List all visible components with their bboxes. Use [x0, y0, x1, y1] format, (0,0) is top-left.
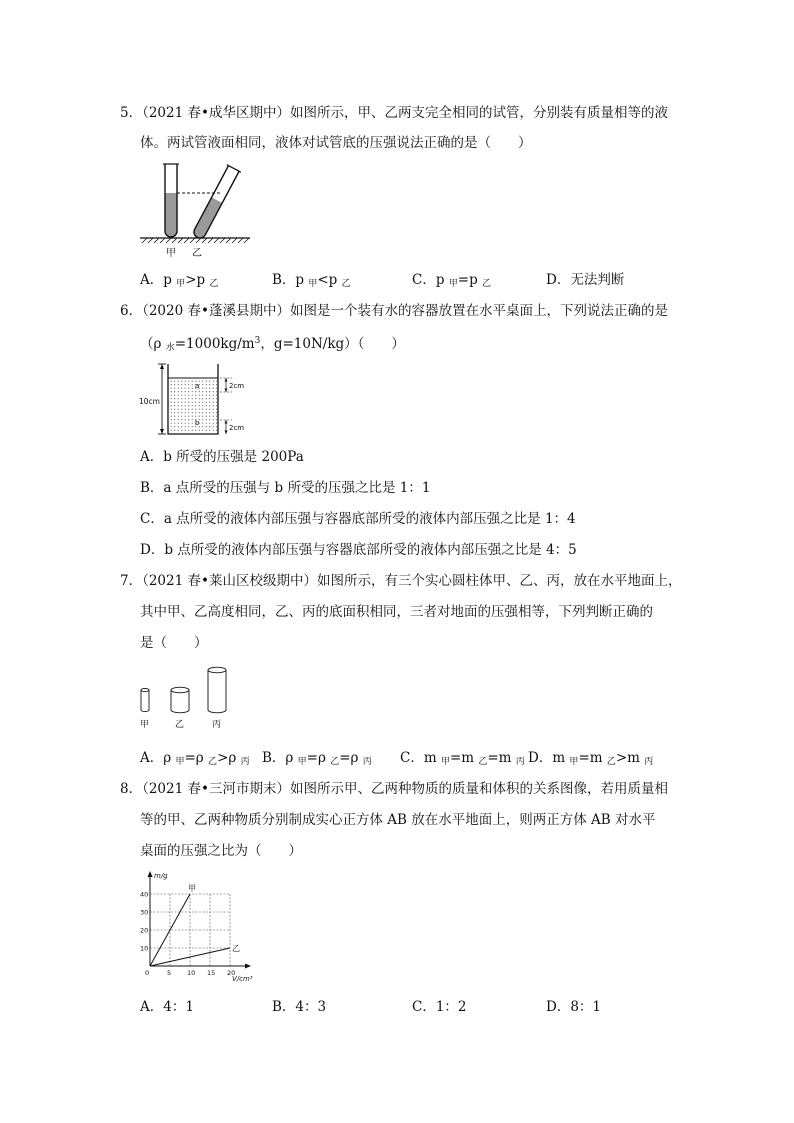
q6-stem-line2: （ρ $_水=1000kg/m^3$，g=10N/kg）（ ）: [140, 336, 405, 353]
q5-tube-jia-liquid: [165, 193, 177, 237]
q8-y-tick-label: 30: [140, 908, 149, 917]
q6-height-label: 10cm: [139, 397, 160, 406]
q8-y-axis-label: m/g: [154, 872, 168, 880]
q7-cylinder-bing: [208, 667, 226, 713]
q7-label-bing: 丙: [212, 720, 222, 730]
q7-option-a[interactable]: A．ρ $_甲$=ρ $_乙$>ρ $_丙$: [140, 750, 250, 767]
q8-stem-line2: 等的甲、乙两种物质分别制成实心正方体 AB 放在水平地面上，则两正方体 AB 对水平: [140, 812, 656, 828]
q6-option-c[interactable]: C．a 点所受的液体内部压强与容器底部所受的液体内部压强之比是 1：4: [140, 511, 576, 527]
q6-water: [169, 378, 217, 433]
q8-chart-axes: [148, 871, 252, 969]
q8-y-tick-label: 40: [140, 890, 149, 899]
q7-stem-line3: 是（ ）: [140, 635, 208, 651]
q7-stem-line1: 7．（2021 春•莱山区校级期中）如图所示，有三个实心圆柱体甲、乙、丙，放在水平地面上，: [120, 573, 682, 589]
q8-stem-line1: 8．（2021 春•三河市期末）如图所示甲、乙两种物质的质量和体积的关系图像，若用质量相: [120, 781, 668, 797]
q5-label-jia: 甲: [166, 248, 176, 259]
q6-option-b[interactable]: B．a 点所受的压强与 b 所受的压强之比是 1：1: [140, 480, 431, 496]
q8-series-name-0: 甲: [188, 884, 196, 893]
q8-x-tick-label: 20: [227, 969, 236, 977]
q7-stem-line2: 其中甲、乙高度相同，乙、丙的底面积相同，三者对地面的压强相等，下列判断正确的: [140, 604, 653, 620]
q5-option-b[interactable]: B．p $_甲$<p $_乙$: [272, 272, 351, 289]
q8-mass-volume-chart: [138, 870, 268, 985]
q6-point-b: b: [195, 419, 200, 427]
q7-label-yi: 乙: [175, 720, 185, 730]
q5-option-c[interactable]: C．p $_甲$=p $_乙$: [412, 272, 492, 289]
q8-option-a[interactable]: A．4：1: [140, 999, 194, 1015]
q8-option-b[interactable]: B．4：3: [272, 999, 327, 1015]
q5-option-a[interactable]: A．p $_甲$>p $_乙$: [140, 272, 219, 289]
q5-tube-yi: [190, 165, 241, 241]
q8-x-tick-label: 5: [167, 969, 172, 977]
q5-label-yi: 乙: [192, 248, 202, 259]
q5-option-d[interactable]: D．无法判断: [546, 272, 625, 288]
q8-x-tick-label: 0: [145, 969, 150, 977]
q7-cylinder-jia: [141, 688, 149, 711]
q8-chart-series: [150, 884, 240, 966]
q8-chart-ticks: [140, 891, 235, 978]
q7-label-jia: 甲: [140, 720, 150, 730]
q8-chart-grid: [150, 894, 230, 966]
q8-stem-line3: 桌面的压强之比为（ ）: [140, 843, 302, 859]
q8-y-tick-label: 10: [140, 944, 149, 953]
q8-x-axis-label: V/cm³: [232, 975, 253, 983]
q6-point-a: a: [195, 382, 200, 390]
q7-option-c[interactable]: C．m $_甲$=m $_乙$=m $_丙$: [400, 750, 525, 767]
q6-bottom-gap-label: 2cm: [229, 424, 245, 432]
q8-x-axis-arrow: [245, 964, 251, 969]
q8-x-tick-label: 10: [187, 969, 196, 977]
q5-figure-test-tubes: [138, 160, 258, 260]
q7-figure-cylinders: [138, 663, 248, 733]
q5-ground-hatch: [142, 238, 249, 243]
q6-stem-line1: 6．（2020 春•蓬溪县期中）如图是一个装有水的容器放置在水平桌面上，下列说法正确的是: [120, 303, 668, 319]
q7-cylinder-yi: [171, 687, 189, 713]
q8-y-tick-label: 20: [140, 926, 149, 935]
q5-stem-line2: 体。两试管液面相同，液体对试管底的压强说法正确的是（ ）: [140, 135, 532, 151]
q6-figure-container: [138, 362, 248, 442]
q8-y-axis-arrow: [148, 871, 153, 877]
q8-series-name-1: 乙: [232, 944, 240, 953]
q6-option-a[interactable]: A．b 所受的压强是 200Pa: [140, 449, 304, 465]
q6-option-d[interactable]: D．b 点所受的液体内部压强与容器底部所受的液体内部压强之比是 4：5: [140, 542, 577, 558]
q8-x-tick-label: 15: [207, 969, 216, 977]
q7-option-b[interactable]: B．ρ $_甲$=ρ $_乙$=ρ $_丙$: [262, 750, 372, 767]
q8-option-d[interactable]: D．8：1: [546, 999, 602, 1015]
q8-option-c[interactable]: C．1：2: [412, 999, 467, 1015]
q5-stem-line1: 5．（2021 春•成华区期中）如图所示，甲、乙两支完全相同的试管，分别装有质量相等的液: [120, 105, 668, 121]
q6-top-gap-label: 2cm: [229, 382, 245, 390]
q7-option-d[interactable]: D．m $_甲$=m $_乙$>m $_丙$: [528, 750, 654, 767]
